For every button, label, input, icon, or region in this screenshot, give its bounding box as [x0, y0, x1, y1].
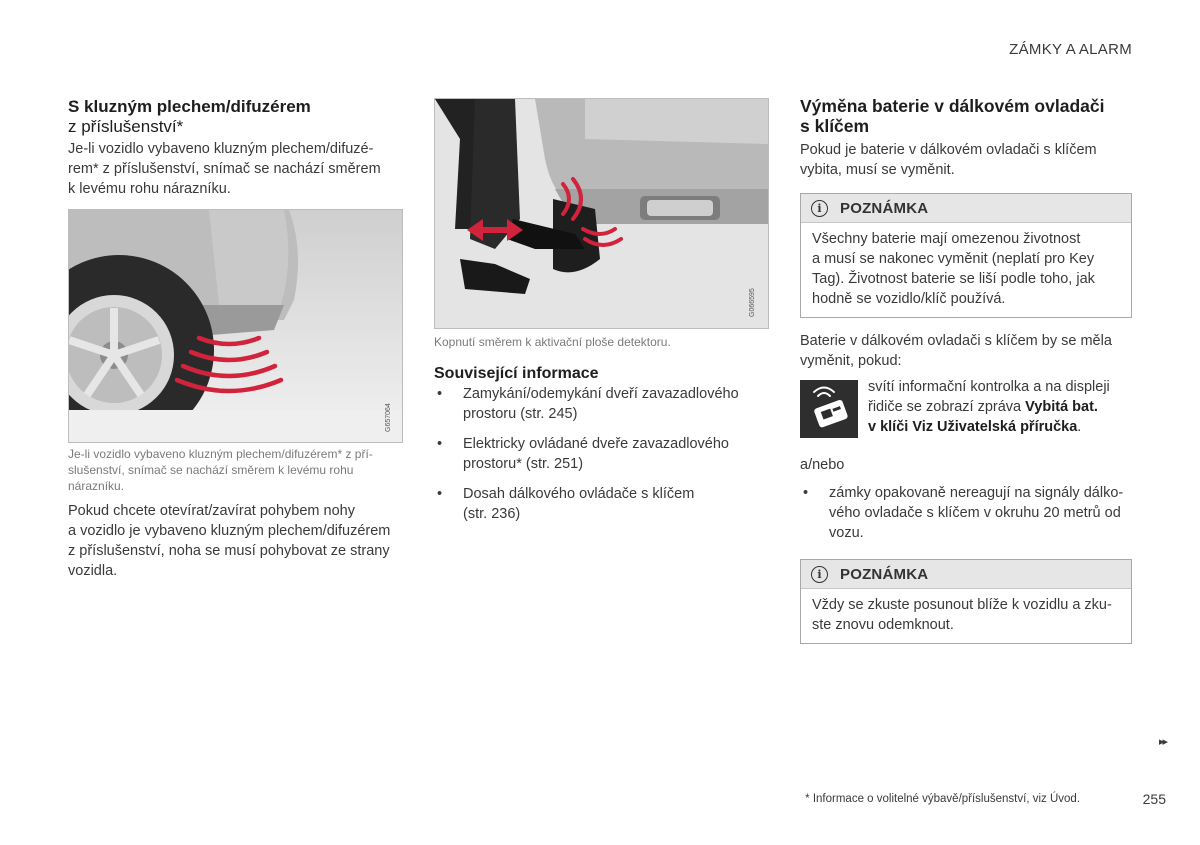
- kick-illustration: [435, 99, 768, 328]
- link-line[interactable]: prostoru* (str. 251): [463, 456, 584, 472]
- footnote: * Informace o volitelné výbavě/příslušenství, viz Úvod.: [805, 793, 1080, 805]
- caption-line: slušenství, snímač se nachází směrem k levému rohu: [68, 463, 354, 477]
- text-line: ste znovu odemknout.: [812, 617, 954, 633]
- col3-intro: [800, 140, 1140, 180]
- section-title: ZÁMKY A ALARM: [1009, 41, 1132, 58]
- related-title: Související informace: [434, 365, 599, 382]
- link-line[interactable]: Dosah dálkového ovládače s klíčem: [463, 486, 695, 502]
- text-line: vého ovladače s klíčem v okruhu 20 metrů od: [829, 505, 1121, 521]
- page-number: 255: [1142, 791, 1166, 807]
- col3-replace: [800, 331, 1140, 371]
- text-line: rem* z příslušenství, snímač se nachází směrem: [68, 161, 381, 177]
- note-label: POZNÁMKA: [840, 565, 929, 583]
- bumper-illustration: [69, 210, 402, 442]
- message-bold: Vybitá bat.: [1025, 399, 1098, 415]
- link-line[interactable]: Elektricky ovládané dveře zavazadlového: [463, 436, 729, 452]
- col1-heading: [68, 97, 408, 137]
- text-line: vozidla.: [68, 563, 118, 579]
- note-label: POZNÁMKA: [840, 199, 929, 217]
- text-line: Je-li vozidlo vybaveno kluzným plechem/difuzé-: [68, 141, 374, 157]
- related-list: [434, 384, 774, 534]
- text-line: vybita, musí se vyměnit.: [800, 162, 955, 178]
- bullet: •: [803, 485, 809, 501]
- text-line: Vždy se zkuste posunout blíže k vozidlu a zku-: [812, 597, 1112, 613]
- text-part: řidiče se zobrazí zpráva: [868, 399, 1026, 415]
- info-icon: i: [811, 200, 828, 217]
- bullet: •: [437, 386, 443, 402]
- bullet: •: [437, 436, 443, 452]
- col1-paragraph: [68, 501, 408, 581]
- bullet: •: [437, 486, 443, 502]
- text-line: k levému rohu nárazníku.: [68, 181, 231, 197]
- col3-bullet: [800, 483, 1140, 543]
- text-line: svítí informační kontrolka a na displeji: [868, 379, 1110, 395]
- text-line: hodně se vozidlo/klíč používá.: [812, 291, 1006, 307]
- link-line[interactable]: Zamykání/odemykání dveří zavazadlového: [463, 386, 739, 402]
- message-bold: v klíči Viz Uživatelská příručka: [868, 419, 1078, 435]
- continue-arrows-icon: ▸▸: [1158, 736, 1166, 748]
- image-code: G066595: [749, 288, 756, 317]
- note-header: [801, 194, 1131, 223]
- text-line: Pokud chcete otevírat/zavírat pohybem nohy: [68, 503, 355, 519]
- related-heading: [434, 364, 599, 384]
- text-line: a vozidlo je vybaveno kluzným plechem/difuzérem: [68, 523, 391, 539]
- indicator-text: [868, 377, 1148, 437]
- caption-line: Je-li vozidlo vybaveno kluzným plechem/difuzérem* z pří-: [68, 447, 373, 461]
- heading-line: z příslušenství*: [68, 117, 184, 136]
- text-line: z příslušenství, noha se musí pohybovat ze strany: [68, 543, 390, 559]
- heading-line: Výměna baterie v dálkovém ovladači: [800, 96, 1105, 116]
- list-item[interactable]: [434, 384, 774, 424]
- heading-line: s klíčem: [800, 116, 870, 136]
- link-line[interactable]: prostoru (str. 245): [463, 406, 578, 422]
- text-line: a musí se nakonec vyměnit (neplatí pro Key: [812, 251, 1095, 267]
- info-icon: i: [811, 566, 828, 583]
- text-line: [868, 397, 1148, 417]
- text-line: Pokud je baterie v dálkovém ovladači s klíčem: [800, 142, 1097, 158]
- text-line: vozu.: [829, 525, 864, 541]
- text-line: Tag). Životnost baterie se liší podle toho, jak: [812, 271, 1095, 287]
- note-header: [801, 560, 1131, 589]
- andor-text: a/nebo: [800, 457, 845, 473]
- heading-line: S kluzným plechem/difuzérem: [68, 97, 311, 116]
- key-battery-warning-icon: [800, 380, 858, 438]
- col3-heading: [800, 96, 1145, 136]
- caption-line: nárazníku.: [68, 479, 125, 493]
- text-line: Baterie v dálkovém ovladači s klíčem by se měla: [800, 333, 1112, 349]
- text-line: zámky opakovaně nereagují na signály dálko-: [829, 485, 1124, 501]
- note-box: [800, 193, 1132, 318]
- image-code: G657064: [385, 403, 392, 432]
- note-body: [801, 223, 1131, 317]
- note-body: [801, 589, 1131, 643]
- note-box: [800, 559, 1132, 644]
- figure-kick-gesture: [434, 98, 769, 329]
- figure-bumper-sensor: [68, 209, 403, 443]
- text-line: vyměnit, pokud:: [800, 353, 902, 369]
- col1-intro: [68, 139, 398, 199]
- text-line: [868, 417, 1148, 437]
- col2-caption: Kopnutí směrem k aktivační ploše detektoru.: [434, 335, 671, 349]
- list-item[interactable]: [434, 484, 774, 524]
- text-line: Všechny baterie mají omezenou životnost: [812, 231, 1081, 247]
- col1-caption: [68, 446, 408, 494]
- text-part: .: [1077, 419, 1082, 435]
- link-line[interactable]: (str. 236): [463, 506, 521, 522]
- list-item[interactable]: [434, 434, 774, 474]
